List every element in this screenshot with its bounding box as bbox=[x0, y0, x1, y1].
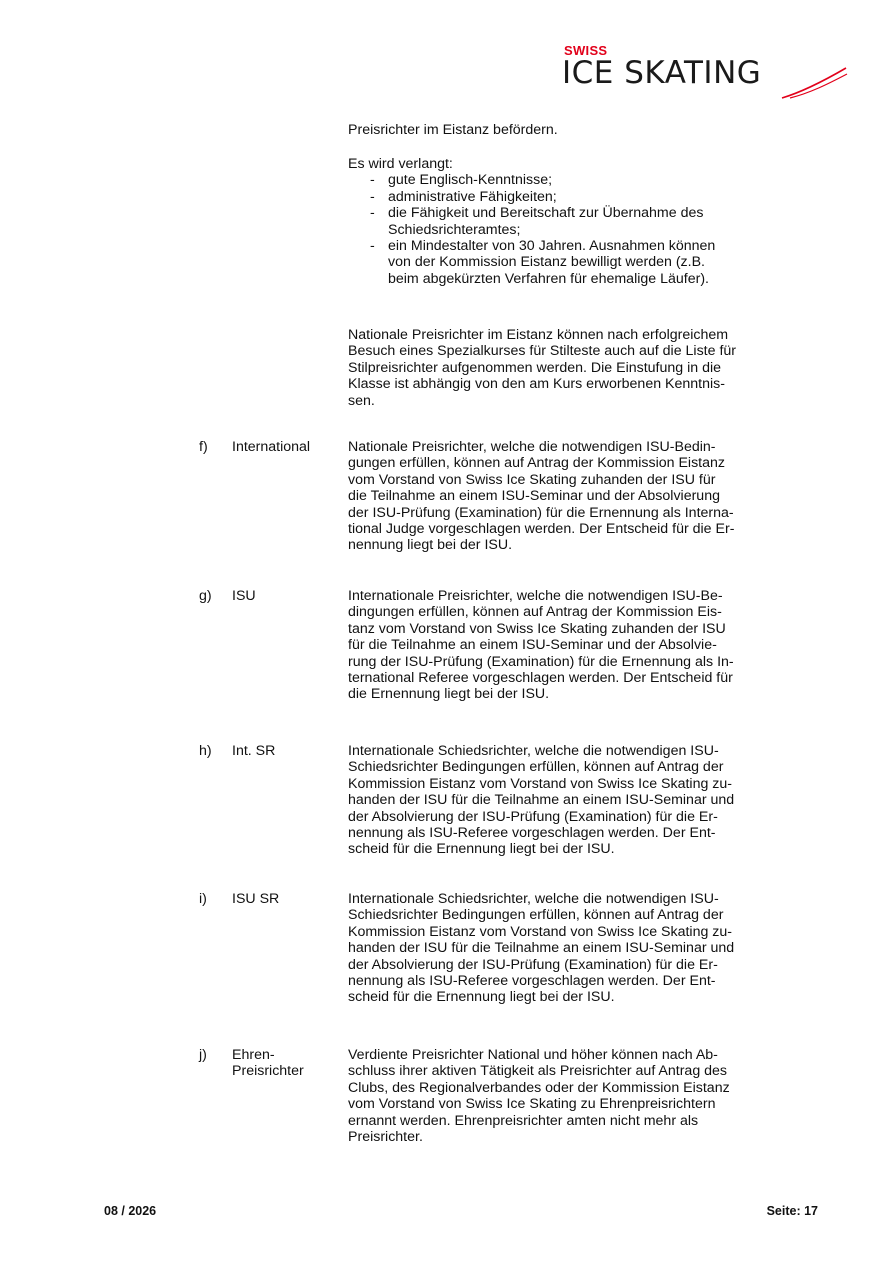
item-text bbox=[348, 891, 808, 1006]
text-line: für die Teilnahme an einem ISU-Seminar und der Absolvie- bbox=[348, 637, 717, 654]
list-dash: - bbox=[370, 172, 375, 189]
text-line: vom Vorstand von Swiss Ice Skating zuhanden der ISU für bbox=[348, 471, 716, 488]
footer-page-number: Seite: 17 bbox=[766, 1204, 818, 1218]
text-line: scheid für die Ernennung liegt bei der ISU. bbox=[348, 989, 615, 1006]
text-line: scheid für die Ernennung liegt bei der ISU. bbox=[348, 841, 615, 858]
text-line: tional Judge vorgeschlagen werden. Der Entscheid für die Er- bbox=[348, 521, 735, 538]
intro-paragraph bbox=[348, 327, 808, 409]
paragraph-line: Klasse ist abhängig von den am Kurs erworbenen Kenntnis- bbox=[348, 376, 725, 393]
text-line: ternational Referee vorgeschlagen werden. Der Entscheid für bbox=[348, 670, 733, 687]
text-line: Verdiente Preisrichter National und höher können nach Ab- bbox=[348, 1047, 718, 1063]
text-line: Clubs, des Regionalverbandes oder der Kommission Eistanz bbox=[348, 1079, 730, 1096]
requirement-text: beim abgekürzten Verfahren für ehemalige Läufer). bbox=[388, 270, 709, 287]
text-line: rung der ISU-Prüfung (Examination) für die Ernennung als In- bbox=[348, 653, 734, 670]
item-label: g) bbox=[199, 588, 212, 604]
item-category bbox=[232, 439, 342, 455]
footer-date: 08 / 2026 bbox=[104, 1204, 157, 1218]
item-label: i) bbox=[199, 891, 207, 907]
text-line: Nationale Preisrichter, welche die notwendigen ISU-Bedin- bbox=[348, 439, 716, 455]
requirement-item bbox=[348, 238, 808, 287]
logo-swoosh-icon bbox=[780, 62, 848, 102]
requirement-text: von der Kommission Eistanz bewilligt werden (z.B. bbox=[388, 254, 705, 271]
requirement-text: die Fähigkeit und Bereitschaft zur Übernahme des bbox=[388, 205, 704, 222]
text-line: die Teilnahme an einem ISU-Seminar und der Absolvierung bbox=[348, 488, 720, 505]
text-line: Preisrichter. bbox=[348, 1129, 423, 1146]
requirement-item bbox=[348, 172, 808, 188]
text-line: Schiedsrichter Bedingungen erfüllen, können auf Antrag der bbox=[348, 907, 724, 924]
item-text bbox=[348, 1047, 808, 1145]
text-line: Schiedsrichter Bedingungen erfüllen, können auf Antrag der bbox=[348, 759, 724, 776]
text-line: der Absolvierung der ISU-Prüfung (Examination) für die Er- bbox=[348, 956, 718, 973]
list-dash: - bbox=[370, 188, 375, 205]
requirement-item bbox=[348, 205, 808, 238]
text-line: nennung liegt bei der ISU. bbox=[348, 537, 513, 554]
item-label: f) bbox=[199, 439, 208, 455]
text-line: schluss ihrer aktiven Tätigkeit als Preisrichter auf Antrag des bbox=[348, 1063, 728, 1080]
text-line: Kommission Eistanz vom Vorstand von Swiss Ice Skating zu- bbox=[348, 923, 733, 940]
item-category bbox=[232, 743, 342, 759]
item-label: h) bbox=[199, 743, 212, 759]
category-line: ISU bbox=[232, 588, 256, 604]
paragraph-line: Nationale Preisrichter im Eistanz können nach erfolgreichem bbox=[348, 327, 729, 343]
paragraph-line: sen. bbox=[348, 392, 375, 409]
category-line: International bbox=[232, 439, 311, 455]
text-line: ernannt werden. Ehrenpreisrichter amten nicht mehr als bbox=[348, 1112, 699, 1129]
text-line: die Ernennung liegt bei der ISU. bbox=[348, 686, 550, 703]
requirement-text: administrative Fähigkeiten; bbox=[388, 188, 557, 205]
requirements-heading: Es wird verlangt: bbox=[348, 156, 453, 172]
swiss-ice-skating-logo bbox=[560, 40, 852, 108]
list-dash: - bbox=[370, 238, 375, 255]
requirement-item bbox=[348, 189, 808, 205]
item-text bbox=[348, 743, 808, 858]
text-line: handen der ISU für die Teilnahme an einem ISU-Seminar und bbox=[348, 792, 735, 809]
item-text bbox=[348, 588, 808, 703]
text-line: Internationale Schiedsrichter, welche die notwendigen ISU- bbox=[348, 743, 719, 759]
item-category bbox=[232, 588, 342, 604]
item-category bbox=[232, 1047, 342, 1080]
paragraph-line: Besuch eines Spezialkurses für Stilteste auch auf die Liste für bbox=[348, 343, 737, 360]
item-label: j) bbox=[199, 1047, 207, 1063]
text-line: der ISU-Prüfung (Examination) für die Ernennung als Interna- bbox=[348, 504, 734, 521]
item-text bbox=[348, 439, 808, 554]
text-line: Internationale Schiedsrichter, welche die notwendigen ISU- bbox=[348, 891, 719, 907]
category-line: Ehren- bbox=[232, 1047, 275, 1063]
requirement-text: ein Mindestalter von 30 Jahren. Ausnahmen können bbox=[388, 238, 716, 255]
text-line: gungen erfüllen, können auf Antrag der Kommission Eistanz bbox=[348, 455, 725, 472]
logo-swiss-text: SWISS bbox=[564, 43, 608, 58]
requirements-list bbox=[348, 172, 808, 287]
list-dash: - bbox=[370, 205, 375, 222]
category-line: ISU SR bbox=[232, 891, 280, 907]
text-line: dingungen erfüllen, können auf Antrag der Kommission Eis- bbox=[348, 604, 722, 621]
category-line: Preisrichter bbox=[232, 1063, 304, 1080]
text-line: der Absolvierung der ISU-Prüfung (Examination) für die Er- bbox=[348, 808, 718, 825]
category-line: Int. SR bbox=[232, 743, 276, 759]
logo-ice-skating-text: ICE SKATING bbox=[562, 55, 762, 91]
requirement-text: Schiedsrichteramtes; bbox=[388, 221, 521, 238]
text-line: Kommission Eistanz vom Vorstand von Swiss Ice Skating zu- bbox=[348, 775, 733, 792]
requirement-text: gute Englisch-Kenntnisse; bbox=[388, 172, 553, 189]
text-line: nennung als ISU-Referee vorgeschlagen werden. Der Ent- bbox=[348, 825, 716, 842]
requirements-section bbox=[348, 156, 808, 287]
text-line: Internationale Preisrichter, welche die notwendigen ISU-Be- bbox=[348, 588, 723, 604]
intro-line: Preisrichter im Eistanz befördern. bbox=[348, 122, 558, 138]
text-line: handen der ISU für die Teilnahme an einem ISU-Seminar und bbox=[348, 940, 735, 957]
text-line: nennung als ISU-Referee vorgeschlagen werden. Der Ent- bbox=[348, 973, 716, 990]
text-line: vom Vorstand von Swiss Ice Skating zu Ehrenpreisrichtern bbox=[348, 1096, 716, 1113]
item-category bbox=[232, 891, 342, 907]
paragraph-line: Stilpreisrichter aufgenommen werden. Die Einstufung in die bbox=[348, 359, 722, 376]
text-line: tanz vom Vorstand von Swiss Ice Skating zuhanden der ISU bbox=[348, 620, 726, 637]
